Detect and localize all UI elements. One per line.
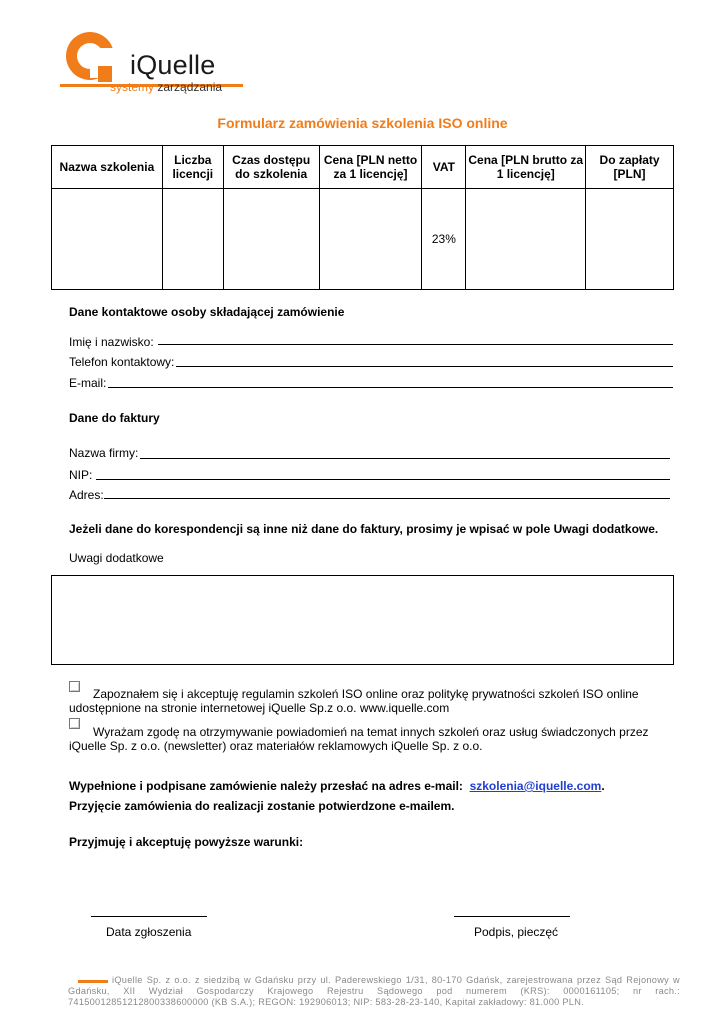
email-link[interactable]: szkolenia@iquelle.com bbox=[469, 779, 602, 793]
col-header: VAT bbox=[422, 146, 466, 189]
confirmation-text: Przyjęcie zamówienia do realizacji zostanie potwierdzone e-mailem. bbox=[69, 799, 455, 813]
date-line[interactable] bbox=[91, 916, 207, 917]
cell-gross-price[interactable] bbox=[466, 189, 586, 290]
order-table bbox=[51, 145, 674, 290]
col-header: Cena [PLN netto za 1 licencję] bbox=[319, 146, 422, 189]
send-instruction: Wypełnione i podpisane zamówienie należy przesłać na adres e-mail: szkolenia@iquelle.com. bbox=[69, 779, 605, 793]
col-header: Cena [PLN brutto za 1 licencję] bbox=[466, 146, 586, 189]
address-label: Adres: bbox=[69, 488, 104, 502]
date-label: Data zgłoszenia bbox=[106, 925, 192, 939]
accept-text: Przyjmuję i akceptuję powyższe warunki: bbox=[69, 835, 304, 849]
address-field[interactable] bbox=[104, 498, 670, 499]
signature-label: Podpis, pieczęć bbox=[474, 925, 559, 939]
logo-tagline: systemy zarządzania bbox=[110, 80, 223, 94]
col-header: Nazwa szkolenia bbox=[52, 146, 163, 189]
cell-licenses[interactable] bbox=[162, 189, 223, 290]
cell-total[interactable] bbox=[586, 189, 674, 290]
form-title: Formularz zamówienia szkolenia ISO online bbox=[217, 115, 508, 131]
invoice-heading: Dane do faktury bbox=[69, 411, 160, 425]
phone-field[interactable] bbox=[176, 366, 673, 367]
cell-access-time[interactable] bbox=[223, 189, 319, 290]
notes-textarea[interactable] bbox=[51, 575, 674, 665]
contact-heading: Dane kontaktowe osoby składającej zamówienie bbox=[69, 305, 345, 319]
col-header: Liczba licencji bbox=[162, 146, 223, 189]
company-footer: iQuelle Sp. z o.o. z siedzibą w Gdańsku przy ul. Paderewskiego 1/31, 80-170 Gdańsk, zarejestrowana przez Sąd Rejonowy w Gdańsku, XII Wydział Gospodarczy Krajowego Rejestru Sądowego pod numerem (KRS): 0000161105; nr rach.: 74150012851212800338600000 (KB S.A.); REGON: 192906013; NIP: 583-28-23-140, Kapitał zakładowy: 81.000 PLN. bbox=[68, 975, 680, 1007]
signature-line[interactable] bbox=[454, 916, 570, 917]
notes-label: Uwagi dodatkowe bbox=[69, 551, 164, 565]
newsletter-consent-text: Wyrażam zgodę na otrzymywanie powiadomień na temat innych szkoleń oraz usług świadczonych przez iQuelle Sp. z o.o. (newsletter) oraz materiałów reklamowych iQuelle Sp. z o.o. bbox=[69, 725, 649, 753]
col-header: Do zapłaty [PLN] bbox=[586, 146, 674, 189]
company-label: Nazwa firmy: bbox=[69, 446, 139, 460]
company-field[interactable] bbox=[140, 458, 670, 459]
table-row bbox=[52, 189, 674, 290]
name-field[interactable] bbox=[158, 344, 673, 345]
email-field[interactable] bbox=[108, 387, 673, 388]
logo-brand: iQuelle bbox=[130, 50, 216, 80]
table-header-row bbox=[52, 146, 674, 189]
nip-field[interactable] bbox=[96, 479, 670, 480]
correspondence-note: Jeżeli dane do korespondencji są inne niż dane do faktury, prosimy je wpisać w pole Uwagi dodatkowe. bbox=[69, 522, 659, 536]
email-label: E-mail: bbox=[69, 376, 107, 390]
col-header: Czas dostępu do szkolenia bbox=[223, 146, 319, 189]
cell-training-name[interactable] bbox=[52, 189, 163, 290]
cell-vat: 23% bbox=[422, 189, 466, 290]
phone-label: Telefon kontaktowy: bbox=[69, 355, 175, 369]
nip-label: NIP: bbox=[69, 468, 93, 482]
cell-net-price[interactable] bbox=[319, 189, 422, 290]
name-label: Imię i nazwisko: bbox=[69, 335, 154, 349]
terms-consent-text: Zapoznałem się i akceptuję regulamin szkoleń ISO online oraz politykę prywatności szkoleń ISO online udostępnione na stronie internetowej iQuelle Sp.z o.o. www.iquelle.com bbox=[69, 687, 639, 715]
